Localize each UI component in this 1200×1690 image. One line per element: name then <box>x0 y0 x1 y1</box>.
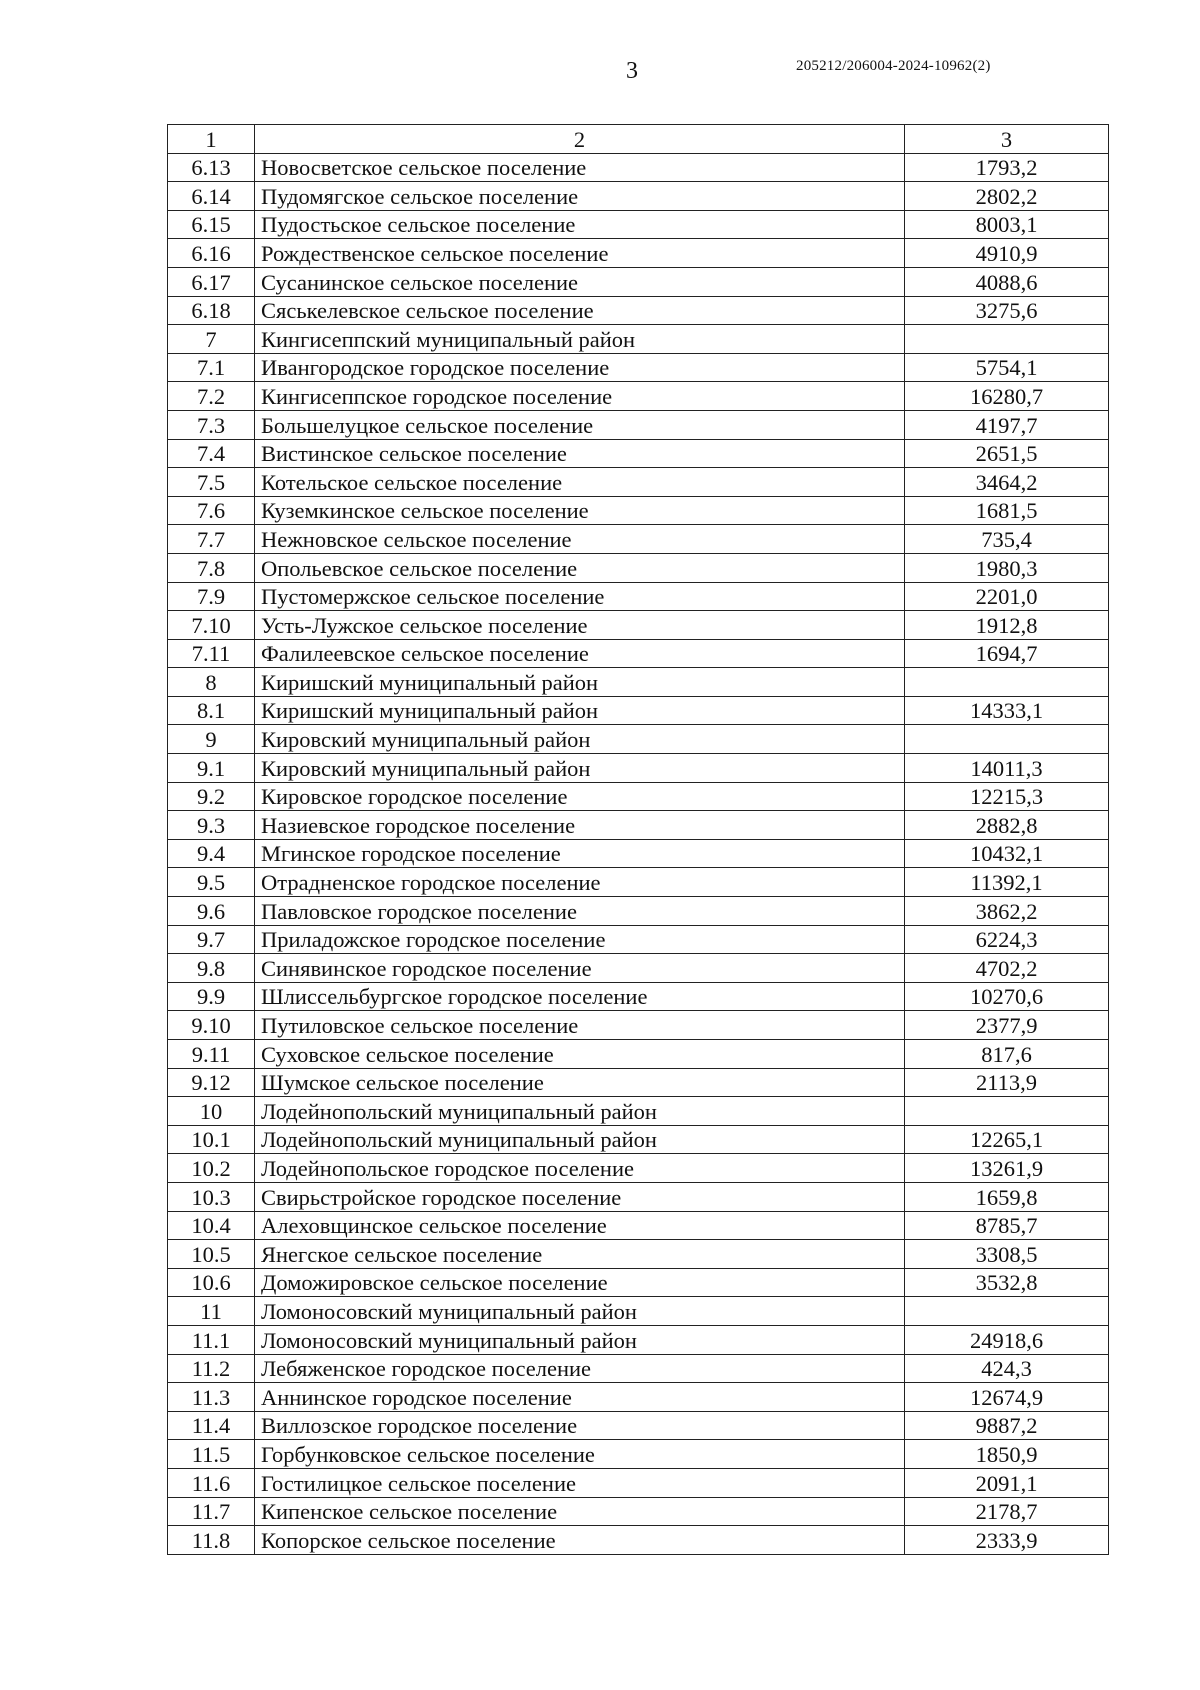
row-number-cell: 10 <box>168 1097 255 1126</box>
row-value-cell: 14333,1 <box>905 696 1109 725</box>
row-name-cell: Алеховщинское сельское поселение <box>255 1211 905 1240</box>
row-name-cell: Новосветское сельское поселение <box>255 153 905 182</box>
table-row <box>168 468 1109 497</box>
row-name-cell: Кипенское сельское поселение <box>255 1497 905 1526</box>
table-row <box>168 611 1109 640</box>
row-number-cell: 9 <box>168 725 255 754</box>
table-row <box>168 1526 1109 1555</box>
row-number-cell: 6.13 <box>168 153 255 182</box>
row-number-cell: 7.2 <box>168 382 255 411</box>
data-table <box>167 124 1109 1555</box>
row-name-cell: Путиловское сельское поселение <box>255 1011 905 1040</box>
row-name-cell: Вистинское сельское поселение <box>255 439 905 468</box>
row-name-cell: Ломоносовский муниципальный район <box>255 1325 905 1354</box>
row-number-cell: 6.16 <box>168 239 255 268</box>
row-value-cell: 2651,5 <box>905 439 1109 468</box>
table-row <box>168 553 1109 582</box>
row-name-cell: Кировское городское поселение <box>255 782 905 811</box>
row-name-cell: Кингисеппский муниципальный район <box>255 325 905 354</box>
row-number-cell: 10.3 <box>168 1182 255 1211</box>
table-row <box>168 382 1109 411</box>
row-name-cell: Лодейнопольский муниципальный район <box>255 1097 905 1126</box>
table-row <box>168 1383 1109 1412</box>
row-value-cell: 6224,3 <box>905 925 1109 954</box>
table-row <box>168 296 1109 325</box>
row-value-cell: 10432,1 <box>905 839 1109 868</box>
table-row <box>168 1268 1109 1297</box>
row-value-cell: 1681,5 <box>905 496 1109 525</box>
row-value-cell: 2377,9 <box>905 1011 1109 1040</box>
table-row <box>168 782 1109 811</box>
row-number-cell: 8.1 <box>168 696 255 725</box>
row-number-cell: 9.12 <box>168 1068 255 1097</box>
row-value-cell: 1980,3 <box>905 553 1109 582</box>
table-row <box>168 353 1109 382</box>
row-name-cell: Лебяженское городское поселение <box>255 1354 905 1383</box>
row-name-cell: Шлиссельбургское городское поселение <box>255 982 905 1011</box>
row-number-cell: 8 <box>168 668 255 697</box>
row-number-cell: 11.3 <box>168 1383 255 1412</box>
table-row <box>168 1011 1109 1040</box>
row-name-cell: Пустомержское сельское поселение <box>255 582 905 611</box>
row-number-cell: 10.6 <box>168 1268 255 1297</box>
row-number-cell: 11.8 <box>168 1526 255 1555</box>
row-name-cell: Сусанинское сельское поселение <box>255 267 905 296</box>
row-name-cell: Приладожское городское поселение <box>255 925 905 954</box>
row-value-cell: 3862,2 <box>905 897 1109 926</box>
row-value-cell: 1912,8 <box>905 611 1109 640</box>
row-value-cell: 2091,1 <box>905 1468 1109 1497</box>
row-value-cell: 24918,6 <box>905 1325 1109 1354</box>
row-value-cell <box>905 1297 1109 1326</box>
table-row <box>168 639 1109 668</box>
row-value-cell <box>905 1097 1109 1126</box>
row-number-cell: 9.11 <box>168 1040 255 1069</box>
row-value-cell: 1850,9 <box>905 1440 1109 1469</box>
row-name-cell: Нежновское сельское поселение <box>255 525 905 554</box>
row-number-cell: 11.5 <box>168 1440 255 1469</box>
table-row <box>168 839 1109 868</box>
row-number-cell: 11.2 <box>168 1354 255 1383</box>
table-row <box>168 1297 1109 1326</box>
row-name-cell: Кировский муниципальный район <box>255 754 905 783</box>
table-row <box>168 811 1109 840</box>
document-id: 205212/206004-2024-10962(2) <box>796 58 991 74</box>
row-name-cell: Ивангородское городское поселение <box>255 353 905 382</box>
row-name-cell: Янегское сельское поселение <box>255 1240 905 1269</box>
row-name-cell: Лодейнопольский муниципальный район <box>255 1125 905 1154</box>
row-value-cell: 3532,8 <box>905 1268 1109 1297</box>
row-number-cell: 10.2 <box>168 1154 255 1183</box>
table-row <box>168 525 1109 554</box>
row-value-cell <box>905 668 1109 697</box>
row-name-cell: Котельское сельское поселение <box>255 468 905 497</box>
row-value-cell: 2333,9 <box>905 1526 1109 1555</box>
row-number-cell: 7.6 <box>168 496 255 525</box>
table-row <box>168 1440 1109 1469</box>
row-name-cell: Киришский муниципальный район <box>255 668 905 697</box>
row-value-cell: 2113,9 <box>905 1068 1109 1097</box>
row-name-cell: Мгинское городское поселение <box>255 839 905 868</box>
row-value-cell: 12215,3 <box>905 782 1109 811</box>
row-value-cell: 8785,7 <box>905 1211 1109 1240</box>
row-number-cell: 7.1 <box>168 353 255 382</box>
data-table-container <box>167 124 1109 1555</box>
row-name-cell: Кингисеппское городское поселение <box>255 382 905 411</box>
table-row <box>168 1411 1109 1440</box>
table-row <box>168 1154 1109 1183</box>
table-row <box>168 210 1109 239</box>
row-value-cell: 12265,1 <box>905 1125 1109 1154</box>
row-value-cell: 1694,7 <box>905 639 1109 668</box>
row-name-cell: Кировский муниципальный район <box>255 725 905 754</box>
row-name-cell: Усть-Лужское сельское поселение <box>255 611 905 640</box>
row-name-cell: Большелуцкое сельское поселение <box>255 410 905 439</box>
table-row <box>168 1097 1109 1126</box>
table-row <box>168 1068 1109 1097</box>
table-row <box>168 1468 1109 1497</box>
row-number-cell: 7.8 <box>168 553 255 582</box>
row-number-cell: 11.4 <box>168 1411 255 1440</box>
row-number-cell: 9.4 <box>168 839 255 868</box>
row-name-cell: Рождественское сельское поселение <box>255 239 905 268</box>
table-row <box>168 439 1109 468</box>
row-number-cell: 7.4 <box>168 439 255 468</box>
row-value-cell: 1793,2 <box>905 153 1109 182</box>
row-number-cell: 9.2 <box>168 782 255 811</box>
row-value-cell: 1659,8 <box>905 1182 1109 1211</box>
row-value-cell: 3308,5 <box>905 1240 1109 1269</box>
row-name-cell: Куземкинское сельское поселение <box>255 496 905 525</box>
column-header-value: 3 <box>905 125 1109 154</box>
row-name-cell: Киришский муниципальный район <box>255 696 905 725</box>
row-name-cell: Отрадненское городское поселение <box>255 868 905 897</box>
row-number-cell: 7.5 <box>168 468 255 497</box>
row-value-cell: 424,3 <box>905 1354 1109 1383</box>
row-name-cell: Шумское сельское поселение <box>255 1068 905 1097</box>
table-row <box>168 182 1109 211</box>
row-name-cell: Пудомягское сельское поселение <box>255 182 905 211</box>
table-row <box>168 239 1109 268</box>
row-value-cell: 2802,2 <box>905 182 1109 211</box>
table-row <box>168 982 1109 1011</box>
row-number-cell: 10.5 <box>168 1240 255 1269</box>
table-row <box>168 496 1109 525</box>
row-value-cell: 8003,1 <box>905 210 1109 239</box>
row-name-cell: Сяськелевское сельское поселение <box>255 296 905 325</box>
row-value-cell: 2201,0 <box>905 582 1109 611</box>
table-row <box>168 925 1109 954</box>
row-name-cell: Назиевское городское поселение <box>255 811 905 840</box>
column-header-number: 1 <box>168 125 255 154</box>
row-number-cell: 7.10 <box>168 611 255 640</box>
row-value-cell: 14011,3 <box>905 754 1109 783</box>
row-value-cell <box>905 325 1109 354</box>
row-name-cell: Виллозское городское поселение <box>255 1411 905 1440</box>
row-value-cell: 10270,6 <box>905 982 1109 1011</box>
row-name-cell: Лодейнопольское городское поселение <box>255 1154 905 1183</box>
row-value-cell: 5754,1 <box>905 353 1109 382</box>
row-value-cell: 4088,6 <box>905 267 1109 296</box>
table-row <box>168 153 1109 182</box>
table-row <box>168 1325 1109 1354</box>
row-number-cell: 6.18 <box>168 296 255 325</box>
table-row <box>168 1354 1109 1383</box>
row-number-cell: 6.17 <box>168 267 255 296</box>
row-name-cell: Синявинское городское поселение <box>255 954 905 983</box>
row-number-cell: 7.3 <box>168 410 255 439</box>
row-name-cell: Горбунковское сельское поселение <box>255 1440 905 1469</box>
row-number-cell: 10.4 <box>168 1211 255 1240</box>
row-number-cell: 7.11 <box>168 639 255 668</box>
row-number-cell: 9.7 <box>168 925 255 954</box>
row-number-cell: 11.6 <box>168 1468 255 1497</box>
row-number-cell: 9.1 <box>168 754 255 783</box>
row-value-cell: 4910,9 <box>905 239 1109 268</box>
row-name-cell: Пудостьское сельское поселение <box>255 210 905 239</box>
row-name-cell: Опольевское сельское поселение <box>255 553 905 582</box>
row-name-cell: Павловское городское поселение <box>255 897 905 926</box>
row-name-cell: Ломоносовский муниципальный район <box>255 1297 905 1326</box>
table-row <box>168 1125 1109 1154</box>
row-number-cell: 11 <box>168 1297 255 1326</box>
table-row <box>168 325 1109 354</box>
row-value-cell: 13261,9 <box>905 1154 1109 1183</box>
page-number: 3 <box>626 58 638 84</box>
row-value-cell: 3275,6 <box>905 296 1109 325</box>
row-name-cell: Свирьстройское городское поселение <box>255 1182 905 1211</box>
table-row <box>168 410 1109 439</box>
row-number-cell: 9.8 <box>168 954 255 983</box>
row-value-cell: 735,4 <box>905 525 1109 554</box>
row-name-cell: Фалилеевское сельское поселение <box>255 639 905 668</box>
table-row <box>168 668 1109 697</box>
row-number-cell: 9.9 <box>168 982 255 1011</box>
table-row <box>168 954 1109 983</box>
table-row <box>168 582 1109 611</box>
table-row <box>168 1240 1109 1269</box>
row-value-cell: 2882,8 <box>905 811 1109 840</box>
row-value-cell: 12674,9 <box>905 1383 1109 1412</box>
table-row <box>168 1040 1109 1069</box>
row-name-cell: Суховское сельское поселение <box>255 1040 905 1069</box>
row-number-cell: 9.5 <box>168 868 255 897</box>
table-row <box>168 1182 1109 1211</box>
row-value-cell: 9887,2 <box>905 1411 1109 1440</box>
row-number-cell: 6.15 <box>168 210 255 239</box>
table-row <box>168 1211 1109 1240</box>
row-name-cell: Аннинское городское поселение <box>255 1383 905 1412</box>
column-header-name: 2 <box>255 125 905 154</box>
row-number-cell: 7.9 <box>168 582 255 611</box>
row-value-cell <box>905 725 1109 754</box>
row-value-cell: 4702,2 <box>905 954 1109 983</box>
row-number-cell: 10.1 <box>168 1125 255 1154</box>
table-row <box>168 1497 1109 1526</box>
row-number-cell: 9.3 <box>168 811 255 840</box>
row-name-cell: Гостилицкое сельское поселение <box>255 1468 905 1497</box>
row-value-cell: 2178,7 <box>905 1497 1109 1526</box>
table-row <box>168 897 1109 926</box>
row-value-cell: 3464,2 <box>905 468 1109 497</box>
row-number-cell: 9.6 <box>168 897 255 926</box>
table-row <box>168 868 1109 897</box>
row-number-cell: 9.10 <box>168 1011 255 1040</box>
row-value-cell: 16280,7 <box>905 382 1109 411</box>
row-value-cell: 817,6 <box>905 1040 1109 1069</box>
table-row <box>168 696 1109 725</box>
row-number-cell: 6.14 <box>168 182 255 211</box>
row-number-cell: 11.7 <box>168 1497 255 1526</box>
row-name-cell: Копорское сельское поселение <box>255 1526 905 1555</box>
table-body <box>168 125 1109 1555</box>
row-value-cell: 11392,1 <box>905 868 1109 897</box>
table-row <box>168 267 1109 296</box>
row-number-cell: 11.1 <box>168 1325 255 1354</box>
table-header-row <box>168 125 1109 154</box>
row-number-cell: 7 <box>168 325 255 354</box>
row-name-cell: Доможировское сельское поселение <box>255 1268 905 1297</box>
row-number-cell: 7.7 <box>168 525 255 554</box>
table-row <box>168 725 1109 754</box>
row-value-cell: 4197,7 <box>905 410 1109 439</box>
table-row <box>168 754 1109 783</box>
